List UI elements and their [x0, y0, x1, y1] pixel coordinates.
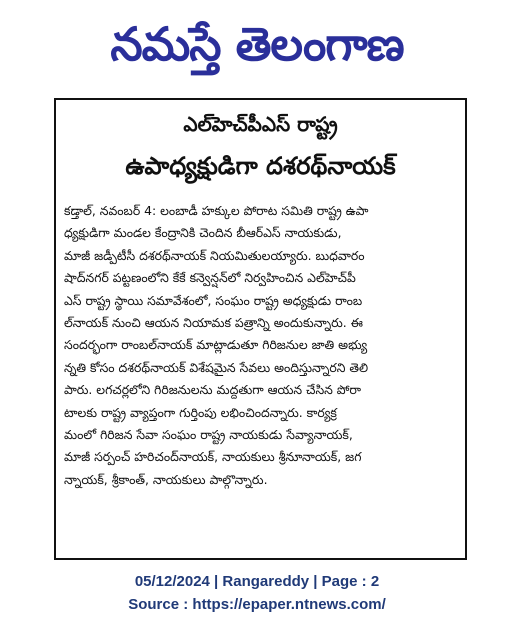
article-line: ల్‌నాయక్ నుంచి ఆయన నియామక పత్రాన్ని అందుకున్నారు. ఈ — [64, 314, 363, 330]
article-line: మాజీ సర్పంచ్ హరిచంద్‌నాయక్, నాయకులు శ్రీనూనాయక్, జగ — [64, 449, 362, 465]
article-line: పారు. లగచర్లలోని గిరిజనులను మద్దతుగా ఆయన చేసిన పోరా — [64, 382, 362, 398]
article-body — [64, 200, 457, 491]
article-line: మాజీ జడ్పీటీసీ దశరథ్‌నాయక్ నియమితులయ్యారు. బుధవారం — [64, 247, 365, 263]
article-line: టాలకు రాష్ట్ర వ్యాప్తంగా గుర్తింపు లభించిందన్నారు. కార్యక్ర — [64, 404, 337, 420]
article-line: షాద్‌నగర్ పట్టణంలోని కేకే కన్వెన్షన్‌లో నిర్వహించిన ఎల్‌హెచ్‌పీ — [64, 270, 356, 286]
masthead-logo-text: నమస్తే తెలంగాణ — [110, 17, 404, 71]
headline-line-2: ఉపాధ్యక్షుడిగా దశరథ్‌నాయక్ — [125, 152, 396, 180]
article-line: ఎస్ రాష్ట్ర స్థాయి సమావేశంలో, సంఘం రాష్ట్ర అధ్యక్షుడు రాంబ — [64, 292, 363, 308]
news-clipping — [54, 98, 467, 560]
article-line: కడ్తాల్, నవంబర్ 4: లంబాడీ హక్కుల పోరాట సమితి రాష్ట్ర ఉపా — [64, 203, 369, 218]
article-line: ధ్యక్షుడిగా మండల కేంద్రానికి చెందిన బీఆర్ఎస్ నాయకుడు, — [64, 225, 342, 241]
article-line: సందర్భంగా రాంబల్‌నాయక్ మాట్లాడుతూ గిరిజనుల జాతి అభ్యు — [64, 337, 368, 353]
headline-line-1: ఎల్‌హెచ్‌పీఎస్ రాష్ట్ర — [183, 112, 338, 136]
footer-date-edition: 05/12/2024 | Rangareddy | Page : 2 — [134, 573, 380, 590]
article-line: న్నతి కోసం దశరథ్‌నాయక్ విశేషమైన సేవలు అందిస్తున్నారని తెలి — [64, 359, 369, 375]
article-line: న్నాయక్, శ్రీకాంత్, నాయకులు పాల్గొన్నారు. — [64, 471, 268, 487]
article-line: మంలో గిరిజన సేవా సంఘం రాష్ట్ర నాయకుడు సేవ్యానాయక్, — [64, 426, 353, 442]
footer-source: Source : https://epaper.ntnews.com/ — [128, 596, 386, 613]
newspaper-masthead — [0, 0, 514, 88]
